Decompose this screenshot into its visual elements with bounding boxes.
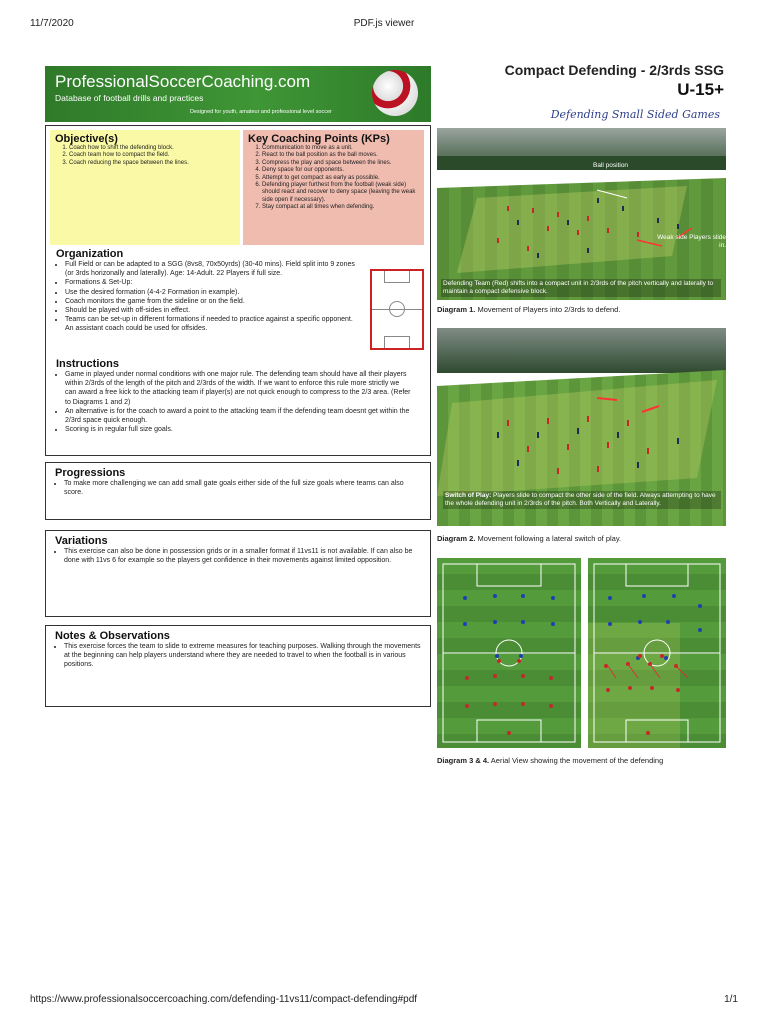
objectives-list xyxy=(55,145,235,167)
diagram-3-4-caption-label: Diagram 3 & 4. xyxy=(437,756,490,765)
organization-list xyxy=(56,260,356,334)
objective-item: 2. Coach team how to compact the field. xyxy=(69,152,235,159)
brand-tagline: Database of football drills and practices xyxy=(55,93,204,103)
organization-item: • Should be played with off-sides in effect. xyxy=(65,306,356,315)
diagram-2-overlay-label: Switch of Play: xyxy=(445,492,492,499)
page-number: 1/1 xyxy=(724,994,738,1005)
variations-heading: Variations xyxy=(55,535,108,547)
document-subtitle: Defending Small Sided Games xyxy=(550,108,720,121)
diagram-1-overlay-text: Defending Team (Red) shifts into a compact unit in 2/3rds of the pitch vertically and laterally to maintain a compact defensive block. xyxy=(441,279,721,297)
organization-item: • Coach monitors the game from the sideline or on the field. xyxy=(65,297,356,306)
instructions-section xyxy=(56,358,411,434)
kp-item: 6. Defending player furthest from the football (weak side) should react and recover to deny space (leaving the weak side open if necessary). xyxy=(262,182,419,204)
age-group: U-15+ xyxy=(677,80,724,99)
variations-box xyxy=(45,530,431,617)
progression-item: • To make more challenging we can add small gate goals either side of the full size goals where teams can also score. xyxy=(64,479,422,497)
diagram-3-4-caption-text: Aerial View showing the movement of the defending xyxy=(489,756,664,765)
diagram-4-aerial-pitch xyxy=(588,558,726,748)
aerial-pitch-4 xyxy=(588,558,726,748)
organization-item: • Formations & Set-Up: xyxy=(65,278,356,287)
notes-box xyxy=(45,625,431,707)
print-url: https://www.professionalsoccercoaching.com/defending-11vs11/compact-defending#pdf xyxy=(30,994,418,1005)
diagram-2-caption-text: Movement following a lateral switch of play. xyxy=(475,534,622,543)
diagram-3-aerial-pitch xyxy=(437,558,581,748)
kp-item: 3. Compress the play and space between the lines. xyxy=(262,160,419,167)
progressions-list xyxy=(55,479,422,497)
notes-list xyxy=(55,642,422,670)
print-footer xyxy=(30,994,738,1008)
kps-list xyxy=(248,145,419,212)
diagram-1-caption xyxy=(437,305,620,314)
diagram-3-4-caption xyxy=(437,756,663,765)
diagram-2-caption xyxy=(437,534,621,543)
kp-item: 2. React to the ball position as the ball moves. xyxy=(262,152,419,159)
instruction-item: • An alternative is for the coach to award a point to the attacking team if the defending team doesnt get within the 2/3rd space quick enough. xyxy=(65,407,411,425)
organization-heading: Organization xyxy=(56,248,124,260)
penalty-area-bottom xyxy=(384,336,410,348)
site-banner xyxy=(45,66,431,122)
kp-item: 7. Stay compact at all times when defending. xyxy=(262,204,419,211)
notes-heading: Notes & Observations xyxy=(55,630,170,642)
kp-item: 5. Attempt to get compact as early as possible. xyxy=(262,175,419,182)
print-header xyxy=(30,18,738,32)
kp-item: 4. Deny space for our opponents. xyxy=(262,167,419,174)
print-title: PDF.js viewer xyxy=(353,18,415,29)
ball-position-label: Ball position xyxy=(593,162,629,169)
pitch-3d-render xyxy=(437,128,726,300)
note-item: • This exercise forces the team to slide to extreme measures for teaching purposes. Walking through the movements at the beginning can help players understand where they are needed to travel to when the football is in various positions. xyxy=(64,642,422,670)
instructions-heading: Instructions xyxy=(56,358,119,370)
objectives-panel xyxy=(50,130,240,245)
instruction-item: • Scoring is in regular full size goals. xyxy=(65,425,411,434)
diagram-1-image xyxy=(437,128,726,300)
aerial-pitch-3 xyxy=(437,558,581,748)
diagram-2-caption-label: Diagram 2. xyxy=(437,534,476,543)
brand-small-text: Designed for youth, amateur and professional level soccer xyxy=(190,109,332,115)
document-title: Compact Defending - 2/3rds SSG xyxy=(504,62,724,78)
progressions-heading: Progressions xyxy=(55,467,126,479)
penalty-area-top xyxy=(384,271,410,283)
center-circle xyxy=(389,301,405,317)
field-zones-thumbnail xyxy=(370,269,424,350)
diagram-2-overlay-text xyxy=(443,491,721,509)
organization-item: • Use the desired formation (4-4-2 Formation in example). xyxy=(65,288,356,297)
kps-heading: Key Coaching Points (KPs) xyxy=(248,133,390,145)
variations-list xyxy=(55,547,422,565)
progressions-box xyxy=(45,462,431,520)
variation-item: • This exercise can also be done in possession grids or in a smaller format if 11vs11 is not available. If can also be done with 11vs 6 for example so the players get confidence in their movements against limited opposition. xyxy=(64,547,422,565)
organization-item: • Teams can be set-up in different formations if needed to practice against a specific opponent. An assistant coach could be used for offsides. xyxy=(65,315,356,333)
print-date: 11/7/2020 xyxy=(30,18,74,29)
objective-item: 1. Coach how to shift the defending block. xyxy=(69,145,235,152)
diagram-2-overlay-body: Players slide to compact the other side of the field. Always attempting to have the whole defending unit in 2/3rds of the pitch. Both Vertically and Laterally. xyxy=(445,492,716,508)
weak-side-label: Weak side Players slide in. xyxy=(657,234,726,250)
diagram-2-image xyxy=(437,328,726,526)
soccer-ball-logo-icon xyxy=(372,70,418,116)
brand-name: ProfessionalSoccerCoaching.com xyxy=(55,72,311,91)
objectives-heading: Objective(s) xyxy=(55,133,118,145)
organization-section xyxy=(56,248,356,334)
organization-item: • Full Field or can be adapted to a SGG (8vs8, 70x50yrds) (30-40 mins). Field split into 9 zones (or 3rds horizonally and laterally). Age: 14-Adult. 22 Players if full size. xyxy=(65,260,356,278)
key-coaching-points-panel xyxy=(243,130,424,245)
kp-item: 1. Communication to move as a unit. xyxy=(262,145,419,152)
objective-item: 3. Coach reducing the space between the lines. xyxy=(69,160,235,167)
instruction-item: • Game in played under normal conditions with one major rule. The defending team should have all their players within 2/3rds of the length of the pitch and 2/3rds of the width. If we want to enforce this rule more strictly we can award a free kick to the attacking team if player(s) are not quick enough to compress to the 2/3 area. (Refer to Diagrams 1 and 2) xyxy=(65,370,411,407)
diagram-1-caption-text: Movement of Players into 2/3rds to defend. xyxy=(475,305,621,314)
diagram-1-caption-label: Diagram 1. xyxy=(437,305,476,314)
instructions-list xyxy=(56,370,411,434)
